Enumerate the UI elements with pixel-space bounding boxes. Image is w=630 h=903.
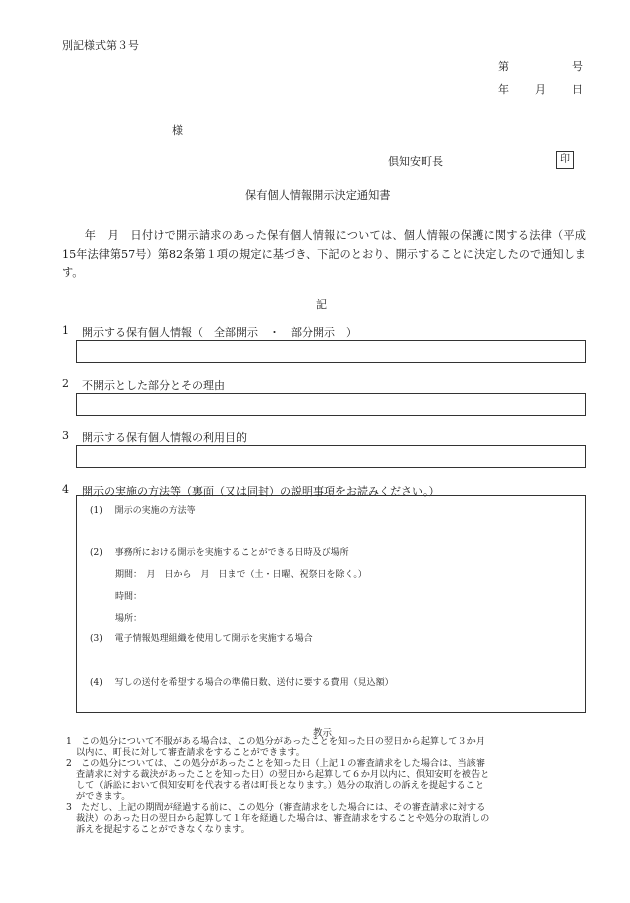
date-month: 月 [535,83,546,96]
item-3-label: 開示する保有個人情報の利用目的 [82,431,247,444]
kyoji-line: ができます。 [76,791,131,802]
issuer: 倶知安町長 [388,155,443,168]
box-time: 時間： [115,592,143,602]
kyoji-line: 訴えを提起することができなくなります。 [76,824,250,835]
box-place: 場所： [115,614,143,624]
kyoji-title: 教示 [313,728,333,739]
item-3-field[interactable] [76,445,586,468]
box-sub-3: (3) 電子情報処理組織を使用して開示を実施する場合 [90,634,313,644]
form-label: 別記様式第３号 [62,39,139,52]
item-2-number: 2 [62,377,69,390]
item-1-number: 1 [62,324,69,337]
kyoji-line: 以内に、町長に対して審査請求をすることができます。 [76,747,305,758]
item-1-label: 開示する保有個人情報（ 全部開示 ・ 部分開示 ） [82,326,357,339]
ki-heading: 記 [316,298,327,311]
kyoji-line: して（訴訟において倶知安町を代表する者は町長となります。）処分の取消しの訴えを提起すること [76,780,485,791]
box-sub-1: (1) 開示の実施の方法等 [90,506,196,516]
document-title: 保有個人情報開示決定通知書 [245,189,391,202]
body-paragraph: 年 月 日付けで開示請求のあった保有個人情報については、個人情報の保護に関する法律（平成15年法律第57号）第82条第１項の規定に基づき、下記のとおり、開示することに決定したので通知します。 [62,229,586,279]
item-2-field[interactable] [76,393,586,416]
kyoji-line: 査請求に対する裁決があったことを知った日）の翌日から起算して６か月以内に、倶知安町を被告と [76,769,490,780]
number-go: 号 [572,60,583,73]
box-period: 期間： 月 日から 月 日まで（土・日曜、祝祭日を除く。） [115,570,367,580]
addressee-suffix: 様 [172,124,183,137]
item-3-number: 3 [62,429,69,442]
item-4-number: 4 [62,483,69,496]
box-sub-4: (4) 写しの送付を希望する場合の準備日数、送付に要する費用（見込額） [90,678,394,688]
box-sub-2: (2) 事務所における開示を実施することができる日時及び場所 [90,548,349,558]
item-4-label: 開示の実施の方法等（裏面（又は同封）の説明事項をお読みください。） [82,485,440,498]
kyoji-line: 2 この処分については、この処分があったことを知った日（上記１の審査請求をした場合は、当該審 [66,758,486,769]
date-day: 日 [572,83,583,96]
kyoji-line: 裁決）のあった日の翌日から起算して１年を経過した場合は、審査請求をすることや処分の取消しの [76,813,490,824]
number-dai: 第 [498,60,509,73]
item-1-field[interactable] [76,340,586,363]
seal-mark: 印 [556,151,574,169]
kyoji-line: 3 ただし、上記の期間が経過する前に、この処分（審査請求をした場合には、その審査請求に対する [66,802,486,813]
date-year: 年 [498,83,509,96]
kyoji-line: 1 この処分について不服がある場合は、この処分があったことを知った日の翌日から起算して３か月 [66,736,486,747]
item-2-label: 不開示とした部分とその理由 [82,379,225,392]
